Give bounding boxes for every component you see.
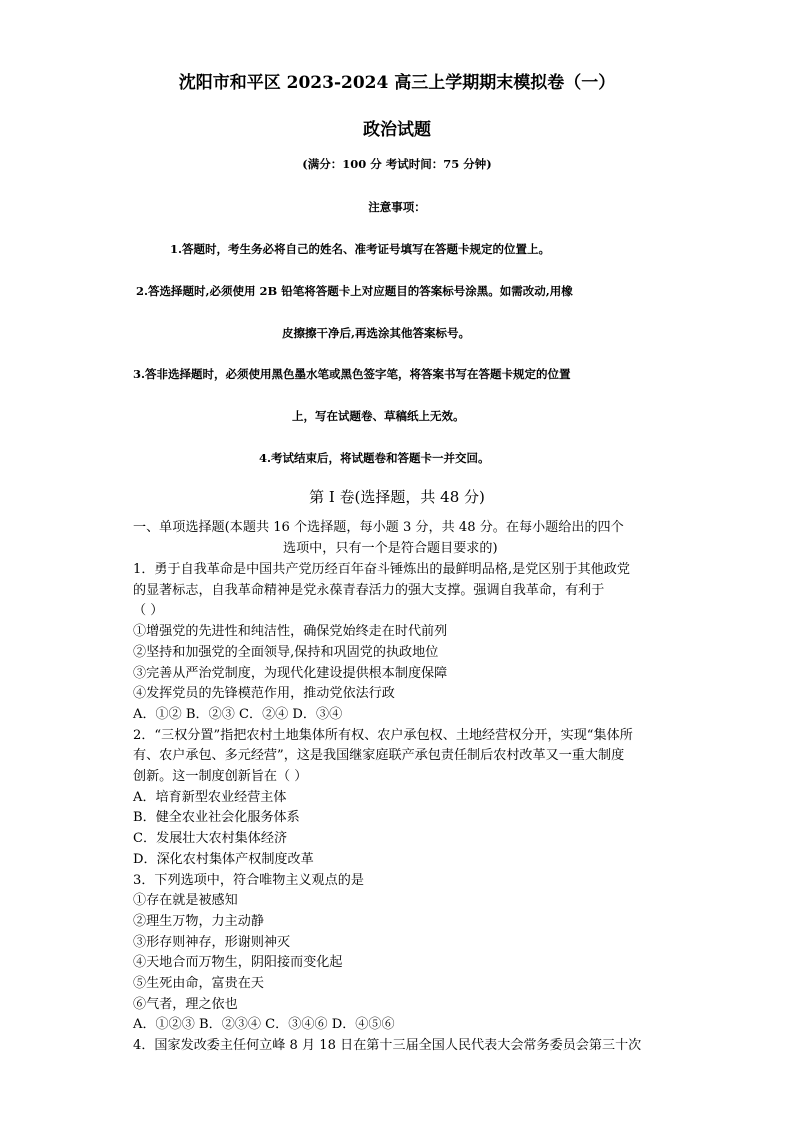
q3-choices: A．①②③ B．②③④ C．③④⑥ D．④⑤⑥ xyxy=(133,1017,395,1033)
q3-option-6: ⑥气者，理之依也 xyxy=(133,996,238,1012)
section-instructions xyxy=(133,518,624,559)
notice-item-3: 3.答非选择题时，必须使用黑色墨水笔或黑色签字笔，将答案书写在答题卡规定的位置 xyxy=(133,367,571,381)
q3-stem: 3．下列选项中，符合唯物主义观点的是 xyxy=(133,872,364,888)
q1-option-4: ④发挥党员的先锋模范作用，推动党依法行政 xyxy=(133,686,395,702)
subject-title: 政治试题 xyxy=(363,120,431,140)
q2-line-2: 有、农户承包、多元经营”，这是我国继家庭联产承包责任制后农村改革又一重大制度 xyxy=(133,748,625,764)
notice-item-4: 4.考试结束后，将试题卷和答题卡一并交回。 xyxy=(259,451,490,465)
notice-item-2: 2.答选择题时,必须使用 2B 铅笔将答题卡上对应题目的答案标号涂黑。如需改动,用橡 xyxy=(136,284,573,298)
exam-title: 沈阳市和平区 2023-2024 高三上学期期末模拟卷（一） xyxy=(178,73,616,93)
q3-option-1: ①存在就是被感知 xyxy=(133,893,238,909)
q3-option-2: ②理生万物，力主动静 xyxy=(133,913,264,929)
q1-option-3: ③完善从严治党制度，为现代化建设提供根本制度保障 xyxy=(133,665,448,681)
notice-item-3-cont: 上，写在试题卷、草稿纸上无效。 xyxy=(292,409,465,423)
score-time-info: (满分：100 分 考试时间：75 分钟) xyxy=(302,157,492,171)
q2-line-3: 创新。这一制度创新旨在（ ） xyxy=(133,769,308,785)
part1-heading: 第 Ⅰ 卷(选择题，共 48 分) xyxy=(309,488,485,506)
notice-heading: 注意事项： xyxy=(368,200,426,214)
q1-line-1: 1．勇于自我革命是中国共产党历经百年奋斗锤炼出的最鲜明品格,是党区别于其他政党 xyxy=(133,562,630,577)
notice-item-2-cont: 皮擦擦干净后,再选涂其他答案标号。 xyxy=(282,326,471,340)
q2-choice-a: A．培育新型农业经营主体 xyxy=(133,789,287,805)
q1-blank: （ ） xyxy=(133,603,164,619)
q1-option-2: ②坚持和加强党的全面领导,保持和巩固党的执政地位 xyxy=(133,644,439,660)
q2-choice-c: C．发展壮大农村集体经济 xyxy=(133,831,288,847)
q3-option-4: ④天地合而万物生，阴阳接而变化起 xyxy=(133,955,343,971)
q3-option-5: ⑤生死由命，富贵在天 xyxy=(133,976,264,992)
q2-choice-d: D．深化农村集体产权制度改革 xyxy=(133,851,314,867)
question-list xyxy=(133,560,641,1057)
q1-line-2: 的显著标志，自我革命精神是党永葆青春活力的强大支撑。强调自我革命，有利于 xyxy=(133,582,605,598)
q1-option-1: ①增强党的先进性和纯洁性，确保党始终走在时代前列 xyxy=(133,624,448,640)
section-line-2: 选项中，只有一个是符合题目要求的) xyxy=(283,540,498,556)
q4-line-1: 4．国家发改委主任何立峰 8 月 18 日在第十三届全国人民代表大会常务委员会第三十次 xyxy=(133,1038,642,1054)
q3-option-3: ③形存则神存，形谢则神灭 xyxy=(133,934,291,950)
q1-choices: A．①② B．②③ C．②④ D．③④ xyxy=(133,706,343,722)
section-line-1: 一、单项选择题(本题共 16 个选择题，每小题 3 分，共 48 分。在每小题给出的四个 xyxy=(133,520,624,535)
q2-choice-b: B．健全农业社会化服务体系 xyxy=(133,810,300,826)
q2-line-1: 2．“三权分置”指把农村土地集体所有权、农户承包权、土地经营权分开，实现“集体所 xyxy=(133,727,633,743)
notice-item-1: 1.答题时，考生务必将自己的姓名、准考证号填写在答题卡规定的位置上。 xyxy=(170,242,551,256)
